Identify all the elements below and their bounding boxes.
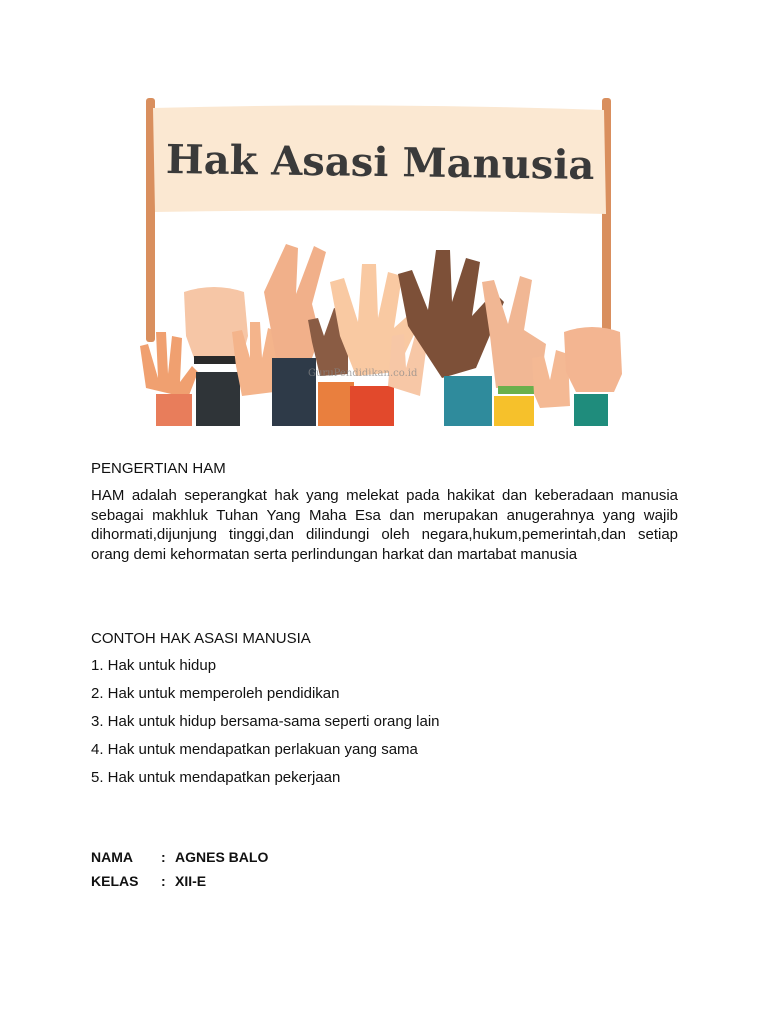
examples-heading: CONTOH HAK ASASI MANUSIA [91, 630, 311, 647]
hand-10 [532, 350, 570, 408]
class-label: KELAS [91, 873, 139, 889]
sleeve-8 [444, 376, 492, 426]
banner-illustration [136, 96, 632, 426]
definition-paragraph: HAM adalah seperangkat hak yang melekat pada hakikat dan keberadaan manusia sebagai makhluk Tuhan Yang Maha Esa dan merupakan anugerahnya yang wajib dihormati,dijunjung tinggi,dan dilindungi oleh negara,hukum,pemerintah,dan setiap orang demi kehormatan serta perlindungan harkat dan martabat manusia [91, 487, 678, 563]
hand-11 [564, 327, 622, 392]
watermark-text: GuruPendidikan.co.id [308, 368, 418, 379]
list-item: 5. Hak untuk mendapatkan pekerjaan [91, 769, 341, 786]
bracelet-2 [194, 356, 236, 364]
name-label: NAMA [91, 849, 133, 865]
class-value: XII-E [175, 873, 207, 889]
hands-group [140, 244, 622, 426]
list-item: 4. Hak untuk mendapatkan perlakuan yang sama [91, 741, 418, 758]
class-row [91, 872, 678, 890]
list-item: 1. Hak untuk hidup [91, 657, 217, 674]
banner-title: Hak Asasi Manusia [165, 136, 595, 189]
bracelet-9 [498, 386, 536, 394]
definition-heading: PENGERTIAN HAM [91, 460, 226, 477]
sleeve-6 [350, 386, 394, 426]
banner-svg [136, 96, 632, 426]
class-separator: : [161, 873, 166, 889]
name-value: AGNES BALO [175, 849, 269, 865]
sleeve-5 [318, 382, 354, 426]
name-separator: : [161, 849, 166, 865]
sleeve-2 [196, 372, 240, 426]
sleeve-11 [574, 394, 608, 426]
name-row [91, 848, 678, 866]
list-item: 2. Hak untuk memperoleh pendidikan [91, 685, 340, 702]
sleeve-9 [494, 396, 534, 426]
sleeve-1 [156, 394, 192, 426]
list-item: 3. Hak untuk hidup bersama-sama seperti orang lain [91, 713, 440, 730]
examples-list [91, 656, 678, 788]
document-body [91, 458, 678, 896]
